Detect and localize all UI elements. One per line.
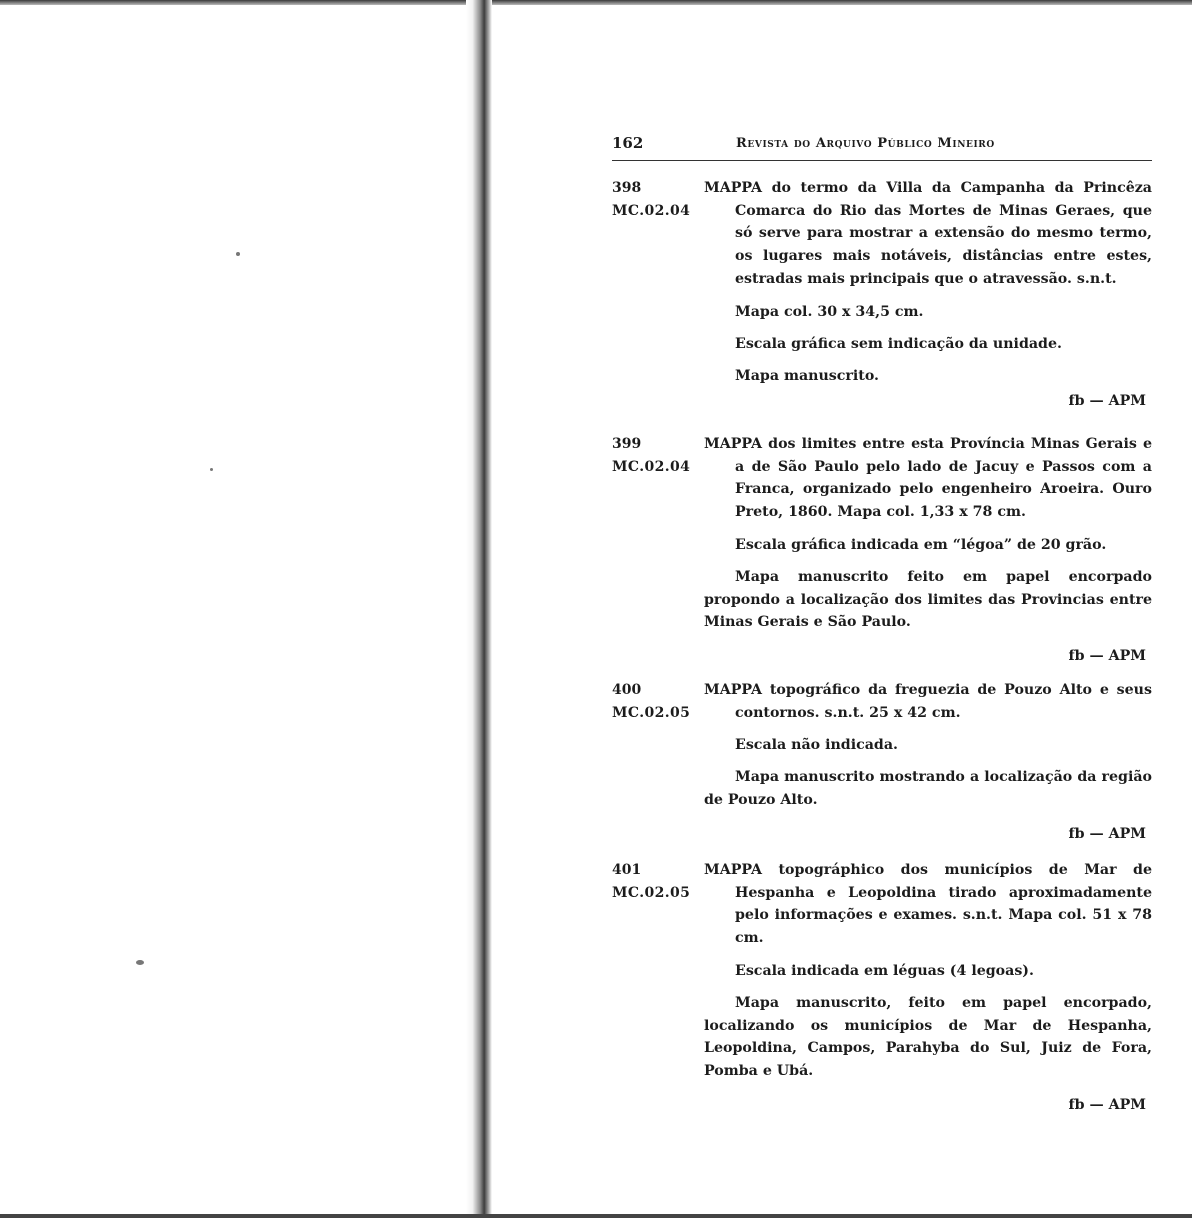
paper-speck <box>236 252 240 256</box>
entry-line: Mapa manuscrito. <box>735 367 879 384</box>
entry-code: MC.02.05 <box>612 705 691 721</box>
book-spine <box>466 0 492 1218</box>
entry-line: Escala não indicada. <box>735 737 898 754</box>
entry-line: Escala indicada em léguas (4 legoas). <box>735 962 1034 979</box>
entry-title: MAPPA dos limites entre esta Província Minas Gerais e a de São Paulo pelo lado de Jacuy e Passos com a Franca, organizado pelo engenheiro Aroeira. Ouro Preto, 1860. Mapa col. 1,33 x 78 cm. <box>704 436 1152 521</box>
entry-reference: fb — APM <box>1068 648 1146 665</box>
page-bottom-edge <box>0 1214 1192 1218</box>
entry-line: Escala gráfica indicada em “légoa” de 20 grão. <box>735 536 1107 553</box>
entry-number: 401 <box>612 862 642 878</box>
entry-reference: fb — APM <box>1068 392 1146 409</box>
catalog-entry-398 <box>612 177 1152 409</box>
entry-code: MC.02.05 <box>612 885 691 901</box>
entry-code: MC.02.04 <box>612 459 691 475</box>
catalog-entry-400 <box>612 679 1152 842</box>
entry-number: 400 <box>612 682 642 698</box>
paper-speck <box>210 468 213 471</box>
entry-code: MC.02.04 <box>612 203 691 219</box>
entry-number: 399 <box>612 436 642 452</box>
entry-title: MAPPA topográphico dos municípios de Mar de Hespanha e Leopoldina tirado aproximadamente pelo informações e exames. s.n.t. Mapa col. 51 x 78 cm. <box>704 862 1152 947</box>
entry-reference: fb — APM <box>1068 1096 1146 1113</box>
paper-speck <box>136 960 144 965</box>
page-number: 162 <box>612 134 644 152</box>
entry-line: Escala gráfica sem indicação da unidade. <box>735 335 1062 352</box>
catalog-entry-401 <box>612 859 1152 1113</box>
entry-reference: fb — APM <box>1068 826 1146 842</box>
entry-number: 398 <box>612 180 642 196</box>
entry-title: MAPPA topográfico da freguezia de Pouzo Alto e seus contornos. s.n.t. 25 x 42 cm. <box>704 682 1152 721</box>
running-head <box>612 130 1152 161</box>
entry-title: MAPPA do termo da Villa da Campanha da Princêza Comarca do Rio das Mortes de Minas Geraes, que só serve para mostrar a extensão do mesmo termo, os lugares mais notáveis, distâncias entre estes, estradas mais principais que o atravessão. s.n.t. <box>704 180 1152 287</box>
entry-note: Mapa manuscrito, feito em papel encorpado, localizando os municípios de Mar de Hespanha, Leopoldina, Campos, Parahyba do Sul, Juiz de Fora, Pomba e Ubá. <box>704 994 1152 1079</box>
journal-title: Revista do Arquivo Público Mineiro <box>736 136 995 151</box>
entry-line: Mapa col. 30 x 34,5 cm. <box>735 303 924 320</box>
entry-note: Mapa manuscrito feito em papel encorpado propondo a localização dos limites das Provincias entre Minas Gerais e São Paulo. <box>704 568 1152 631</box>
catalog-page <box>612 130 1152 1113</box>
blank-left-page <box>0 5 466 1214</box>
entry-note: Mapa manuscrito mostrando a localização da região de Pouzo Alto. <box>704 769 1152 809</box>
catalog-entry-399 <box>612 433 1152 664</box>
